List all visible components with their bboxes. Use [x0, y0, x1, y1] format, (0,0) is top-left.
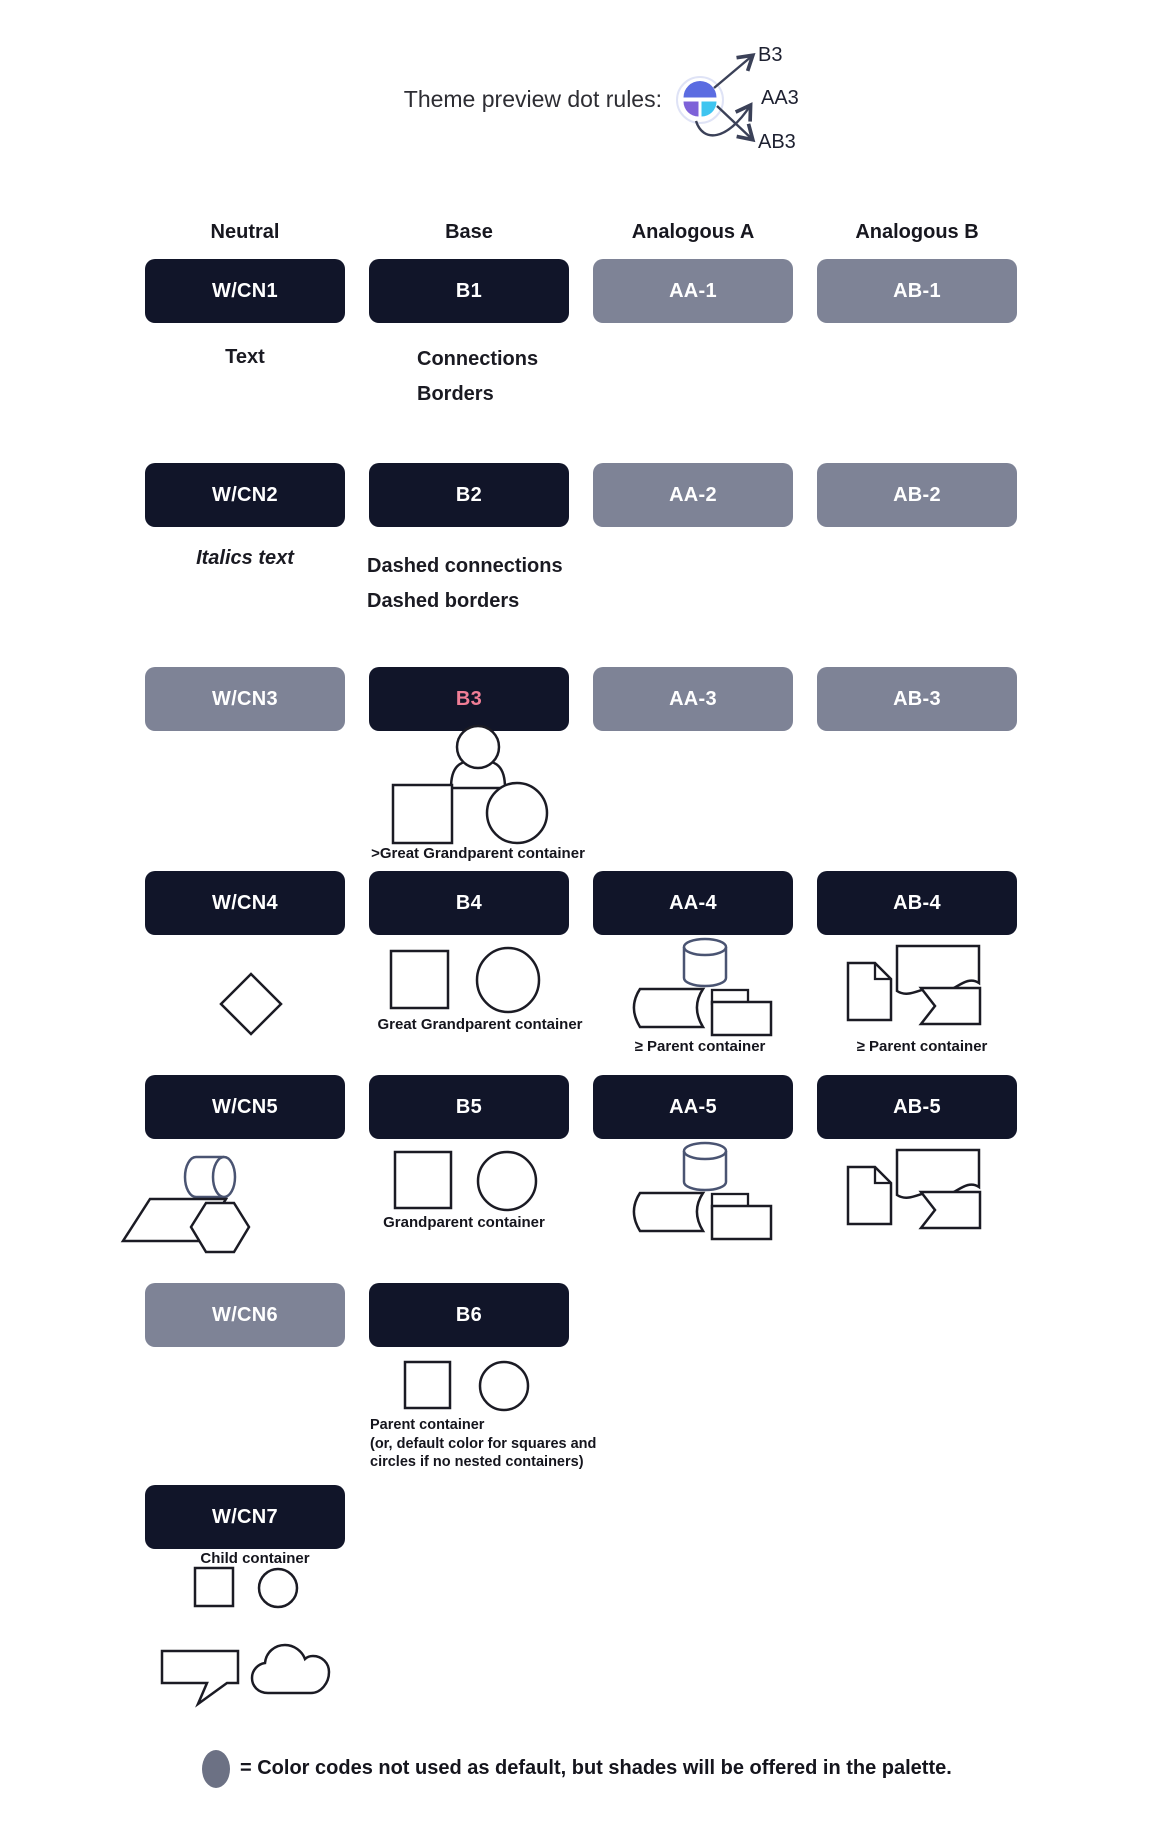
caption-line: Parent container [370, 1417, 485, 1433]
legend-text: = Color codes not used as default, but shades will be offered in the palette. [240, 1757, 952, 1779]
swatch-wcn6: W/CN6 [145, 1283, 345, 1347]
swatch-ab2: AB-2 [817, 463, 1017, 527]
swatch-b3: B3 [369, 667, 569, 731]
swatch-wcn3: W/CN3 [145, 667, 345, 731]
speech-bubble-icon [162, 1651, 238, 1704]
caption-child-container: Child container [200, 1550, 310, 1567]
column-header-neutral: Neutral [210, 221, 280, 243]
person-icon [457, 726, 499, 768]
square-icon [393, 785, 452, 843]
note-italics-text: Italics text [196, 547, 294, 569]
preview-dot-icon [677, 77, 723, 123]
note-line: Connections [417, 348, 539, 370]
column-header-analogous-a: Analogous A [631, 221, 755, 243]
swatch-b2: B2 [369, 463, 569, 527]
swatch-b5: B5 [369, 1075, 569, 1139]
swatch-wcn4: W/CN4 [145, 871, 345, 935]
swatch-aa3: AA-3 [593, 667, 793, 731]
ab4-shapes-group [848, 946, 980, 1024]
aa4-shapes-group [634, 939, 771, 1035]
arrow-to-b3 [714, 56, 752, 88]
note-line: Borders [417, 383, 494, 405]
caption-line: circles if no nested containers) [370, 1454, 584, 1470]
preview-dot-right-segment [702, 102, 717, 117]
note-line: Dashed borders [367, 590, 520, 612]
square-icon [391, 951, 448, 1008]
caption-great-grandparent-gt: >Great Grandparent container [371, 845, 585, 862]
arrow-to-ab3 [717, 106, 752, 139]
horizontal-cylinder-icon [185, 1157, 224, 1197]
swatch-wcn7: W/CN7 [145, 1485, 345, 1549]
swatch-ab4: AB-4 [817, 871, 1017, 935]
swatch-aa5: AA-5 [593, 1075, 793, 1139]
swatch-aa4: AA-4 [593, 871, 793, 935]
note-dashed [367, 549, 563, 619]
circle-icon [259, 1569, 297, 1607]
swatch-ab5: AB-5 [817, 1075, 1017, 1139]
swatch-ab3: AB-3 [817, 667, 1017, 731]
caption-great-grandparent: Great Grandparent container [377, 1016, 583, 1033]
person-icon [451, 760, 505, 788]
swatch-wcn2: W/CN2 [145, 463, 345, 527]
note-connections-borders [417, 342, 538, 412]
arrow-label-ab3: AB3 [758, 131, 796, 153]
arrow-label-b3: B3 [758, 44, 783, 66]
swatch-b4: B4 [369, 871, 569, 935]
arrow-to-aa3 [696, 106, 750, 135]
swatch-wcn5: W/CN5 [145, 1075, 345, 1139]
diamond-icon [221, 974, 281, 1034]
caption-line: (or, default color for squares and [370, 1435, 597, 1452]
swatch-ab1: AB-1 [817, 259, 1017, 323]
preview-dot-left-segment [684, 102, 699, 117]
circle-icon [478, 1152, 536, 1210]
ab5-shapes-group [848, 1150, 980, 1228]
swatch-b6: B6 [369, 1283, 569, 1347]
horizontal-cylinder-icon [213, 1157, 235, 1197]
caption-parent-aa: ≥ Parent container [634, 1038, 766, 1055]
caption-parent-ab: ≥ Parent container [856, 1038, 988, 1055]
column-header-analogous-b: Analogous B [855, 221, 979, 243]
page-title: Theme preview dot rules: [403, 86, 662, 112]
circle-icon [477, 948, 539, 1012]
swatch-wcn1: W/CN1 [145, 259, 345, 323]
square-icon [405, 1362, 450, 1408]
note-text: Text [225, 346, 265, 368]
square-icon [195, 1568, 233, 1606]
circle-icon [487, 783, 547, 843]
hexagon-icon [191, 1203, 249, 1252]
note-line: Dashed connections [367, 555, 563, 577]
column-header-base: Base [445, 221, 493, 243]
legend-dot-icon [202, 1750, 230, 1788]
square-icon [395, 1152, 451, 1208]
caption-parent-container-block [370, 1416, 596, 1472]
swatch-aa2: AA-2 [593, 463, 793, 527]
arrow-label-aa3: AA3 [761, 87, 799, 109]
caption-grandparent: Grandparent container [383, 1214, 545, 1231]
aa5-shapes-group [634, 1143, 771, 1239]
cloud-icon [252, 1645, 329, 1693]
preview-dot-top-segment [684, 81, 717, 98]
swatch-aa1: AA-1 [593, 259, 793, 323]
circle-icon [480, 1362, 528, 1410]
parallelogram-icon [123, 1199, 226, 1241]
swatch-b1: B1 [369, 259, 569, 323]
